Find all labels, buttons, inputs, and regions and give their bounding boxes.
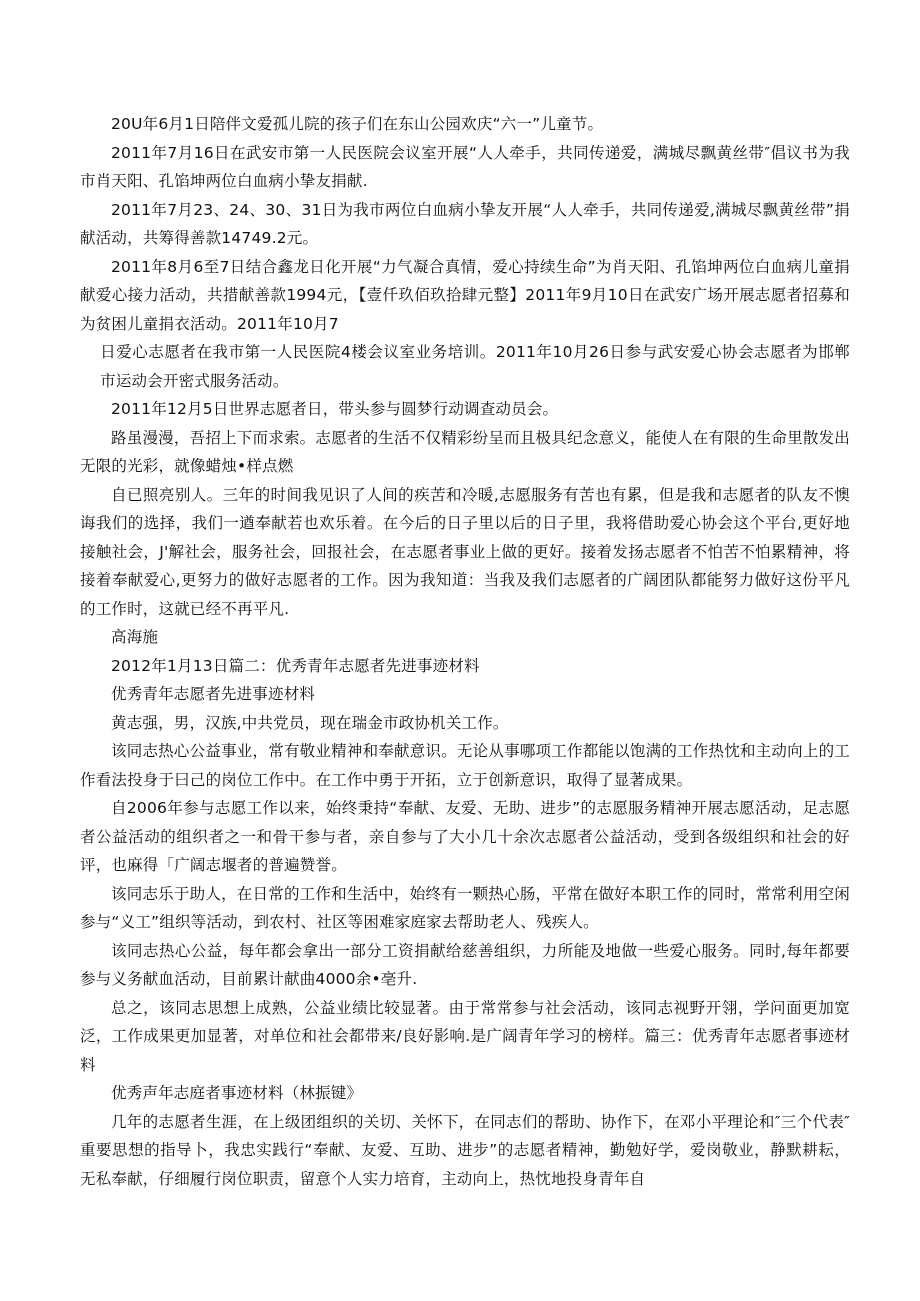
section-title: 优秀青年志愿者先进事迹材料 <box>111 685 316 703</box>
paragraph: 该同志热心公益事业，常有敬业精神和奉献意识。无论从事哪项工作都能以饱满的工作热忱和主动向上的工作看法投身于曰己的岗位工作中。在工作中勇于开拓，立于创新意识，取得了显著成果。 <box>80 742 850 789</box>
paragraph: 2011年7月16日在武安市第一人民医院会议室开展“人人牵手，共同传递爱，满城尽飘黄丝带″倡议书为我市肖天阳、孔馅坤两位白血病小挚友捐献. <box>80 143 850 190</box>
paragraph: 自已照亮别人。三年的时间我见识了人间的疾苦和冷暖,志愿服务有苦也有累，但是我和志愿者的队友不懊诲我们的选择，我们一遒奉献若也欢乐着。在今后的日子里以后的日子里，我将借助爱心协会这个平台,更好地接触社会，J'解社会，服务社会，回报社会，在志愿者事业上做的更好。接着发扬志愿者不怕苦不怕累精神，将接着奉献爱心,更努力的做好志愿者的工作。因为我知道：当我及我们志愿者的广阔团队都能努力做好这份平凡的工作时，这就已经不再平凡. <box>80 485 850 618</box>
paragraph: 该同志乐于助人，在日常的工作和生活中，始终有一颗热心肠，平常在做好本职工作的同时，常常利用空闲参与“义工”组织等活动，到农村、社区等困难家庭家去帮助老人、残疾人。 <box>80 884 850 931</box>
document-body <box>80 110 850 1193</box>
paragraph: 2011年12月5日世界志愿者日，带头参与圆梦行动调查动员会。 <box>111 400 559 418</box>
paragraph: 2011年8月6至7日结合鑫龙日化开展“力气凝合真情，爱心持续生命”为肖天阳、孔馅坤两位白血病儿童捐献爱心接力活动，共措献善款1994元，【壹仟玖佰玖拾肆元整】2011年9月10日在武安广场开展志愿者招募和为贫困儿童捐衣活动。2011年10月7 <box>80 257 850 333</box>
author-name: 高海施 <box>111 628 159 646</box>
paragraph: 总之，该同志思想上成熟，公益业绩比较显著。由于常常参与社会活动，该同志视野开翎，学问面更加宽泛，工作成果更加显著，对单位和社会都带来/良好影响.是广阔青年学习的榜样。篇三：优秀青年志愿者事迹材料 <box>80 998 850 1074</box>
paragraph: 20U年6月1日陪伴文爱孤儿院的孩子们在东山公园欢庆“六一”儿童节。 <box>111 115 604 133</box>
paragraph: 2011年7月23、24、30、31日为我市两位白血病小挚友开展“人人牵手，共同传递爱,满城尽飘黄丝带”捐献活动，共筹得善款14749.2元。 <box>80 200 850 247</box>
paragraph: 自2006年参与志愿工作以来，始终秉持“奉献、友爱、无助、进步”的志愿服务精神开展志愿活动，足志愿者公益活动的组织者之一和骨干参与者，亲自参与了大小几十余次志愿者公益活动，受到各级组织和社会的好评，也麻得「广阔志堰者的普遍赞誉。 <box>80 799 850 874</box>
paragraph: 该同志热心公益，每年都会拿出一部分工资捐献给慈善组织，力所能及地做一些爱心服务。同时,每年都要参与义务献血活动，目前累计献曲4000余•亳升. <box>80 941 850 988</box>
section-title: 优秀声年志庭者事迹材料（林振键》 <box>111 1084 363 1102</box>
paragraph: 路虽漫漫，吾招上下而求索。志愿者的生活不仅精彩纷呈而且极具纪念意义，能使人在有限的生命里散发出无限的光彩，就像蜡烛•样点燃 <box>80 428 850 475</box>
section-date-heading: 2012年1月13日篇二：优秀青年志愿者先进事迹材料 <box>111 656 480 675</box>
paragraph: 黄志强，男，汉族,中共党员，现在瑞金市政协机关工作。 <box>111 713 509 732</box>
paragraph: 日爱心志愿者在我市第一人民医院4楼会议室业务培训。2011年10月26日参与武安爱心协会志愿者为邯郸市运动会开密式服务活动。 <box>100 343 850 390</box>
paragraph: 几年的志愿者生涯，在上级团组织的关切、关怀下，在同志们的帮助、协作下，在邓小平理论和″三个代表″重要思想的指导卜，我忠实践行“奉献、友爱、互助、进步”的志愿者精神，勤勉好学，爱岗敬业，静默耕耘，无私奉献，仔细履行岗位职责，留意个人实力培育，主动向上，热忱地投身青年自 <box>80 1112 850 1188</box>
